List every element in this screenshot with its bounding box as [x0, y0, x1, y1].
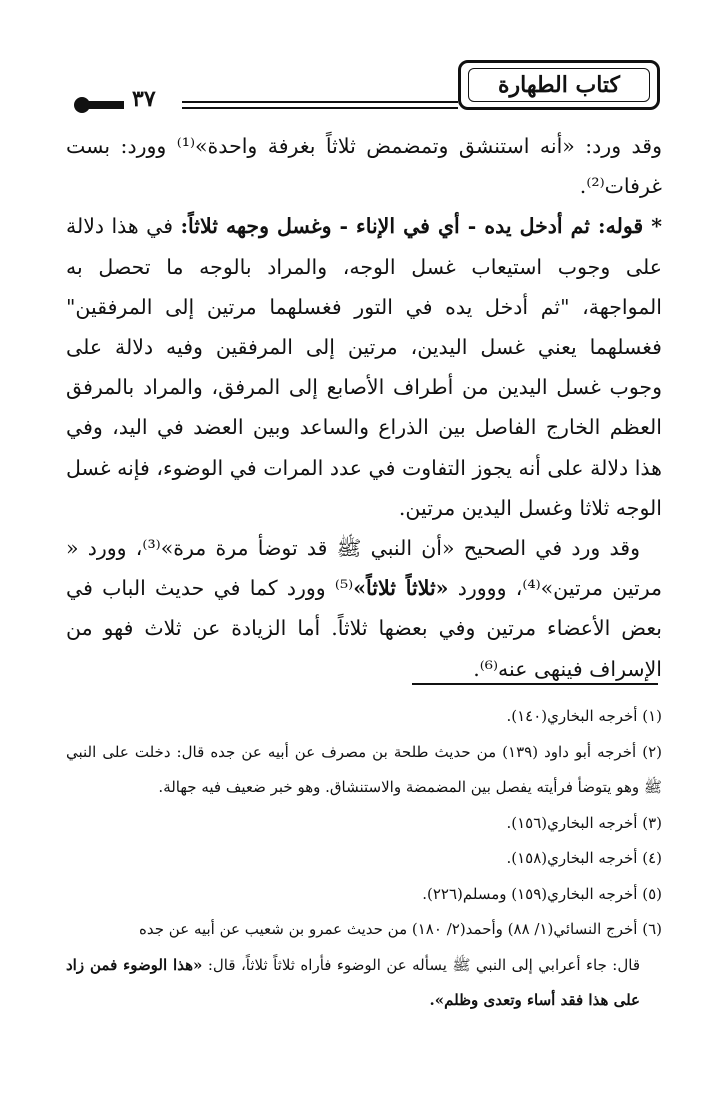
footnote: (٢) أخرجه أبو داود (١٣٩) من حديث طلحة بن مصرف عن أبيه عن جده قال: دخلت على النبي ﷺ وهو يتوضأ فرأيته يفصل بين المضمضة والاستنشاق. وهو خبر ضعيف فيه جهالة. [66, 742, 662, 796]
footnotes [66, 699, 662, 1019]
bold-quote: «ثلاثاً ثلاثاً» [353, 576, 449, 601]
footnote: (٥) أخرجه البخاري(١٥٩) ومسلم(٢٢٦). [422, 884, 662, 903]
footnote: (٤) أخرجه البخاري(١٥٨). [506, 849, 662, 867]
footnote: (٣) أخرجه البخاري(١٥٦). [506, 813, 662, 832]
footnote: (٦) أخرج النسائي(١/ ٨٨) وأحمد(٢/ ١٨٠) من حديث عمرو بن شعيب عن أبيه عن جده [139, 920, 662, 938]
footnote-continuation [66, 948, 662, 1019]
header-rule-thin [182, 107, 458, 109]
paragraph-text: ⁽⁵⁾ وورد كما في حديث الباب في بعض الأعضاء مرتين وفي بعضها ثلاثاً. أما الزيادة عن ثلاث فهو من الإسراف فينهى عنه⁽⁶⁾. [66, 576, 662, 681]
paragraph-text: في هذا دلالة على وجوب استيعاب غسل الوجه، والمراد بالوجه ما تحصل به المواجهة، "ثم أدخل يده في التور فغسلهما مرتين إلى المرفقين" فغسلهما يعني غسل اليدين، مرتين إلى المرفقين وفيه دلالة على وجوب غسل اليدين من أطراف الأصابع إلى المرفق، والمراد بالمرفق العظم الخارج الفاصل بين الذراع والساعد وبين العضد في اليد، وفي هذا دلالة على أنه يجوز التفاوت في عدد المرات في الوضوء، فإنه غسل الوجه ثلاثا وغسل اليدين مرتين. [66, 214, 662, 520]
bold-heading: * قوله: ثم أدخل يده - أي في الإناء - وغسل وجهه ثلاثاً: [180, 214, 662, 239]
chapter-title: كتاب الطهارة [468, 68, 650, 102]
page-number: ٣٧ [132, 86, 156, 112]
paragraph [66, 528, 662, 689]
footnote: (١) أخرجه البخاري(١٤٠). [506, 707, 662, 725]
header-ornament-bar [86, 101, 124, 109]
footnote-text: قال: جاء أعرابي إلى النبي ﷺ يسأله عن الوضوء فأراه ثلاثاً ثلاثاً، قال: [202, 955, 640, 974]
header-rule [182, 101, 458, 103]
main-text [66, 126, 662, 689]
header-ornament-dot [74, 97, 90, 113]
paragraph-text: وقد ورد في الصحيح «أن النبي ﷺ قد توضأ مرة مرة»⁽³⁾، وورد « مرتين مرتين»⁽⁴⁾، ووورد [66, 536, 662, 601]
footnote-divider [412, 683, 658, 685]
chapter-title-frame [458, 60, 660, 110]
paragraph [66, 206, 662, 528]
paragraph: وقد ورد: «أنه استنشق وتمضمض ثلاثاً بغرفة واحدة»⁽¹⁾ وورد: بست غرفات⁽²⁾. [66, 134, 662, 199]
bold-quote: «هذا الوضوء فمن زاد على هذا فقد أساء وتعدى وظلم». [66, 955, 640, 1009]
